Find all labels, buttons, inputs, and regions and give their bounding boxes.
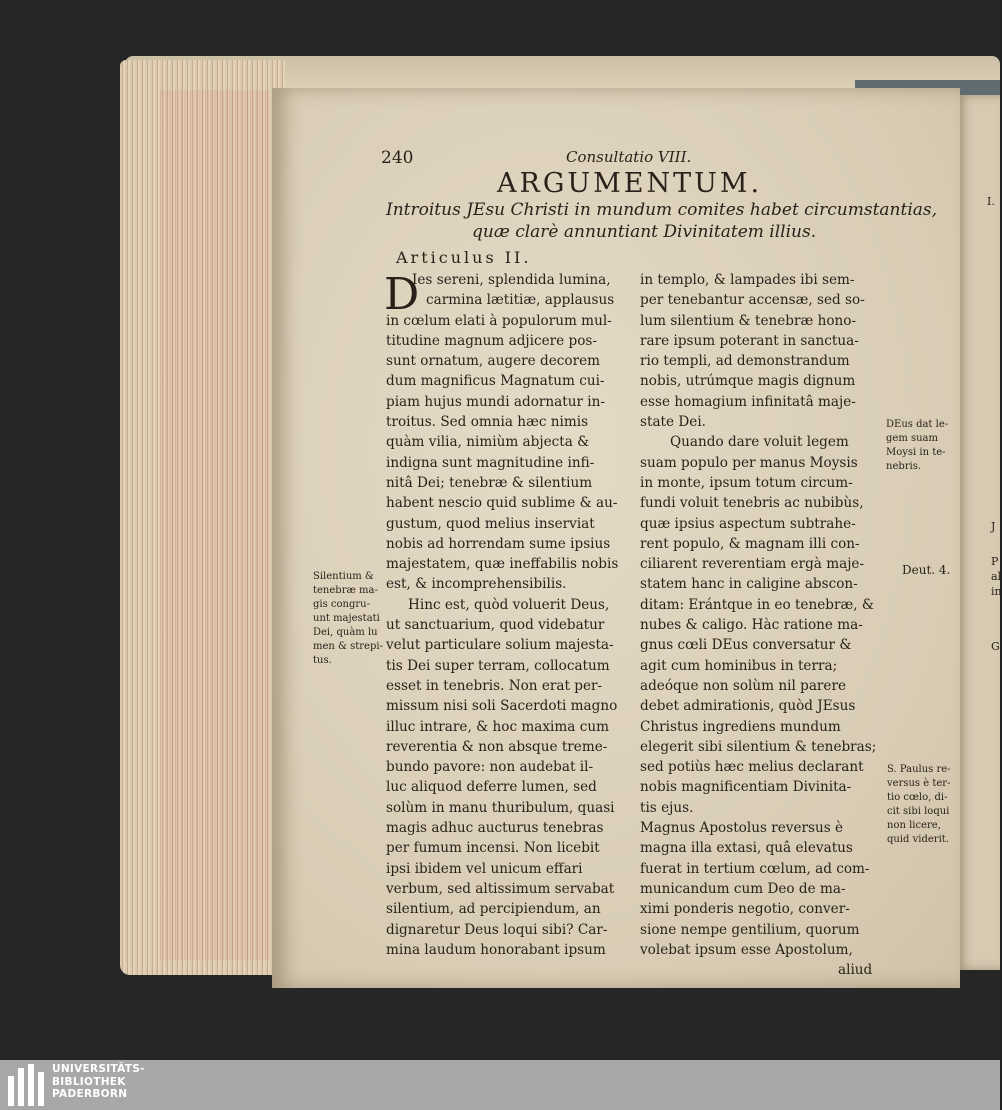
- text-line: nobis ad horrendam sume ipsius: [386, 535, 611, 552]
- text-line: missum nisi soli Sacerdoti magno: [386, 698, 618, 715]
- text-line: esse homagium infinitatâ maje-: [640, 393, 856, 410]
- text-line: mina laudum honorabant ipsum: [386, 941, 606, 958]
- text-line: magna illa extasi, quâ elevatus: [640, 840, 853, 857]
- margin-note-right: [887, 763, 951, 847]
- text-line: Deut. 4.: [902, 563, 951, 577]
- library-logo-icon: [8, 1064, 44, 1106]
- text-line: carmina lætitiæ, applausus: [426, 292, 615, 309]
- facing-edge-text: G: [991, 640, 1000, 653]
- text-line: Christus ingrediens mundum: [640, 718, 841, 735]
- text-line: nobis, utrúmque magis dignum: [640, 373, 856, 390]
- text-line: versus è ter-: [887, 778, 951, 789]
- text-line: Dei, quàm lu: [313, 627, 378, 638]
- text-line: sed potiùs hæc melius declarant: [640, 759, 864, 776]
- text-line: nitâ Dei; tenebræ & silentium: [386, 474, 593, 491]
- text-line: unt majestati: [313, 613, 380, 624]
- text-line: lum silentium & tenebræ hono-: [640, 312, 857, 329]
- text-line: tis Dei super terram, collocatum: [386, 657, 610, 674]
- text-line: nubes & caligo. Hàc ratione ma-: [640, 617, 863, 634]
- text-line: in cœlum elati à populorum mul-: [386, 312, 612, 329]
- text-line: rent populo, & magnam illi con-: [640, 535, 860, 552]
- text-line: Moysi in te-: [886, 447, 946, 458]
- text-line: tenebræ ma-: [313, 585, 378, 596]
- text-line: Hinc est, quòd voluerit Deus,: [408, 596, 610, 613]
- library-name: [52, 1063, 145, 1101]
- text-line: Silentium &: [313, 571, 374, 582]
- text-line: rare ipsum poterant in sanctua-: [640, 332, 859, 349]
- library-name-line: BIBLIOTHEK: [52, 1075, 126, 1088]
- article-heading: Articulus II.: [396, 248, 532, 267]
- text-line: esset in tenebris. Non erat per-: [386, 677, 603, 694]
- text-line: cit sibi loqui: [887, 806, 950, 817]
- text-line: municandum cum Deo de ma-: [640, 880, 846, 897]
- text-line: indigna sunt magnitudine infi-: [386, 454, 595, 471]
- text-line: solùm in manu thuribulum, quasi: [386, 799, 615, 816]
- text-line: ciliarent reverentiam ergà maje-: [640, 556, 865, 573]
- subtitle-line: quæ clarè annuntiant Divinitatem illius.: [472, 222, 817, 242]
- library-name-line: UNIVERSITÄTS-: [52, 1063, 145, 1075]
- text-line: Quando dare voluit legem: [670, 434, 849, 451]
- facing-edge-text: I.: [987, 195, 995, 208]
- text-line: rio templi, ad demonstrandum: [640, 353, 850, 370]
- text-line: debet admirationis, quòd JEsus: [640, 698, 856, 715]
- text-line: gustum, quod melius inserviat: [386, 515, 595, 532]
- facing-page: [955, 95, 1000, 970]
- facing-edge-text: in: [991, 585, 1002, 598]
- text-line: reverentia & non absque treme-: [386, 738, 608, 755]
- text-line: men & strepi-: [313, 641, 383, 652]
- text-line: tio cœlo, di-: [887, 792, 948, 803]
- text-line: gnus cœli DEus conversatur &: [640, 637, 852, 654]
- text-line: volebat ipsum esse Apostolum,: [640, 941, 853, 958]
- text-line: magis adhuc aucturus tenebras: [386, 820, 604, 837]
- page-edges: [120, 60, 285, 975]
- margin-note-right: [902, 563, 950, 577]
- text-line: nebris.: [886, 461, 922, 472]
- running-head: Consultatio VIII.: [566, 148, 692, 166]
- text-line: titudine magnum adjicere pos-: [386, 332, 597, 349]
- text-line: majestatem, quæ ineffabilis nobis: [386, 556, 619, 573]
- text-line: fuerat in tertium cœlum, ad com-: [640, 860, 870, 877]
- facing-edge-text: J: [991, 520, 996, 533]
- page-number: 240: [381, 148, 414, 168]
- text-line: ut sanctuarium, quod videbatur: [386, 617, 605, 634]
- text-line: gem suam: [886, 433, 938, 444]
- text-line: per tenebantur accensæ, sed so-: [640, 292, 865, 309]
- margin-note-right: [886, 418, 948, 474]
- text-line: piam hujus mundi adornatur in-: [386, 393, 605, 410]
- text-line: in monte, ipsum totum circum-: [640, 474, 853, 491]
- text-line: illuc intrare, & hoc maxima cum: [386, 718, 609, 735]
- text-line: agit cum hominibus in terra;: [640, 657, 838, 674]
- text-line: non licere,: [887, 820, 941, 831]
- drop-cap: D: [384, 269, 420, 320]
- facing-edge-text: al: [991, 570, 1002, 583]
- text-line: suam populo per manus Moysis: [640, 454, 858, 471]
- text-line: per fumum incensi. Non licebit: [386, 840, 600, 857]
- text-line: DEus dat le-: [886, 419, 949, 430]
- text-line: sione nempe gentilium, quorum: [640, 921, 860, 938]
- text-line: ditam: Erántque in eo tenebræ, &: [640, 596, 874, 613]
- text-line: velut particulare solium majesta-: [386, 637, 614, 654]
- text-line: bundo pavore: non audebat il-: [386, 759, 594, 776]
- text-line: nobis magnificentiam Divinita-: [640, 779, 852, 796]
- text-line: silentium, ad percipiendum, an: [386, 901, 601, 918]
- text-line: Magnus Apostolus reversus è: [640, 820, 844, 837]
- page-title: ARGUMENTUM.: [497, 168, 763, 199]
- library-name-line: PADERBORN: [52, 1088, 128, 1100]
- text-line: dum magnificus Magnatum cui-: [386, 373, 605, 390]
- text-line: verbum, sed altissimum servabat: [386, 880, 615, 897]
- text-line: tis ejus.: [640, 799, 694, 816]
- text-line: dignaretur Deus loqui sibi? Car-: [386, 921, 608, 938]
- text-line: quid viderit.: [887, 834, 949, 845]
- margin-note-left: [313, 570, 383, 668]
- text-line: state Dei.: [640, 414, 706, 431]
- text-line: Ies sereni, splendida lumina,: [412, 272, 611, 288]
- left-column: [386, 270, 630, 960]
- text-line: ipsi ibidem vel unicum effari: [386, 860, 583, 877]
- text-line: tus.: [313, 655, 332, 666]
- text-line: S. Paulus re-: [887, 764, 951, 775]
- right-column: [640, 270, 885, 980]
- text-line: sunt ornatum, augere decorem: [386, 353, 601, 370]
- subtitle-line: Introitus JEsu Christi in mundum comites habet circumstantias,: [386, 200, 938, 220]
- text-line: gis congru-: [313, 599, 370, 610]
- text-line: fundi voluit tenebris ac nubibùs,: [640, 495, 864, 512]
- text-line: troitus. Sed omnia hæc nimis: [386, 414, 589, 431]
- text-line: adeóque non solùm nil parere: [640, 677, 847, 694]
- text-line: aliud: [838, 962, 873, 979]
- text-line: quæ ipsius aspectum subtrahe-: [640, 515, 856, 532]
- facing-edge-text: P: [991, 555, 999, 568]
- text-line: luc aliquod deferre lumen, sed: [386, 779, 597, 796]
- text-line: habent nescio quid sublime & au-: [386, 495, 618, 512]
- text-line: ximi ponderis negotio, conver-: [640, 901, 850, 918]
- text-line: in templo, & lampades ibi sem-: [640, 272, 855, 288]
- text-line: statem hanc in caligine abscon-: [640, 576, 858, 593]
- text-line: quàm vilia, nimiùm abjecta &: [386, 434, 590, 451]
- text-line: est, & incomprehensibilis.: [386, 576, 567, 593]
- text-line: elegerit sibi silentium & tenebras;: [640, 738, 877, 755]
- library-footer: [0, 1060, 1000, 1110]
